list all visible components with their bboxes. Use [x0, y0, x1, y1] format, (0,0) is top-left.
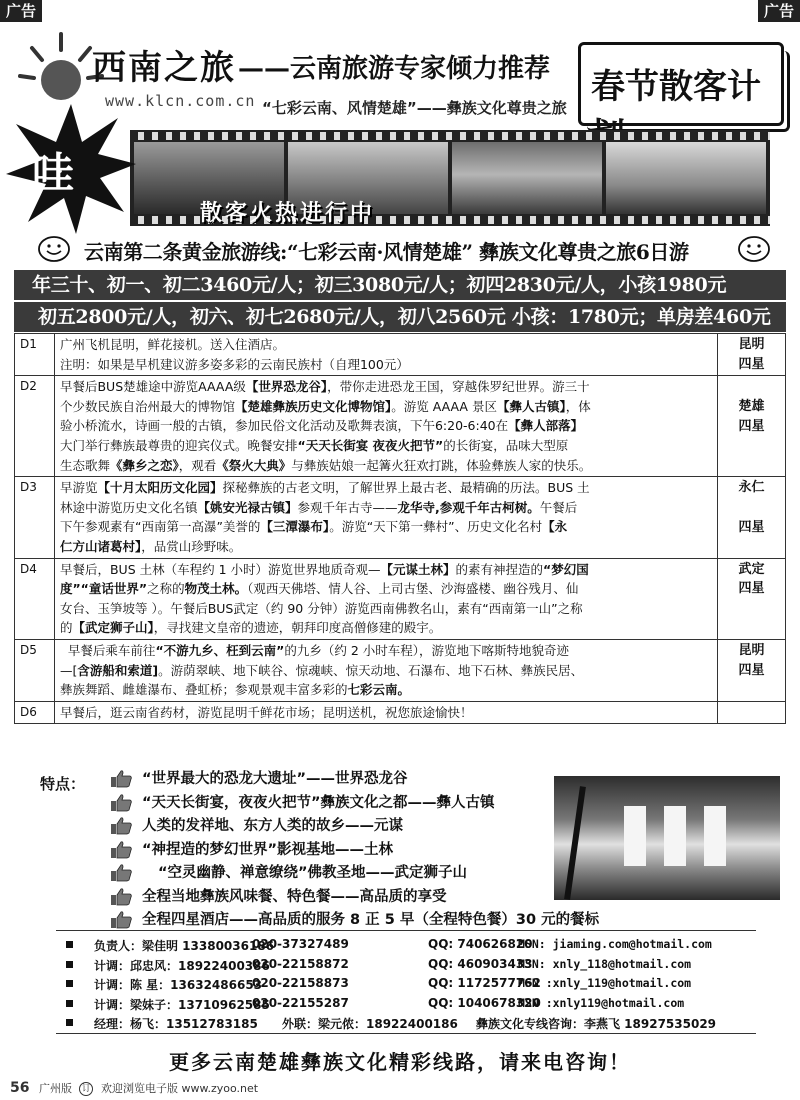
hotel-cell [718, 376, 786, 477]
desc-line: 注明：如果是早机建议游多姿多彩的云南民族村（自理100元） [59, 356, 409, 372]
photo-dinosaurs [606, 142, 766, 214]
hotel-city: 永仁 [738, 480, 765, 496]
edition-label: 广州版 [38, 1082, 72, 1095]
desc-highlight: 含游船和索道] [77, 662, 159, 678]
desc-highlight: 【永 [542, 519, 568, 535]
feature-text: “世界最大的恐龙大遗址”——世界恐龙谷 [142, 771, 408, 787]
desc-text: 验小桥流水，诗画一般的古镇，参加民俗文化活动及歌舞表演，下午6:20-6:40在 [59, 418, 509, 434]
feature-item [110, 909, 600, 931]
desc-highlight: 【姚安光禄古镇】 [197, 499, 298, 515]
spring-festival-title: 春节散客计 [591, 67, 761, 107]
hotel-cell [718, 477, 786, 558]
contact-msn: MSN :xnly_119@hotmail.com [518, 976, 692, 990]
desc-text: 的素有神捏造的 [455, 561, 544, 577]
desc-text: 的九乡（约 2 小时车程），游览地下喀斯特地貌奇迹 [284, 642, 570, 658]
feature-text: 人类的发祥地、东方人类的故乡——元谋 [142, 818, 403, 834]
feature-text: “神捏造的梦幻世界”影视基地——土林 [142, 841, 394, 858]
desc-line: 广州飞机昆明，鲜花接机。送入住酒店。 [59, 337, 285, 352]
day-description [54, 334, 717, 376]
day-description [54, 639, 717, 701]
desc-text: —[ [59, 662, 78, 678]
thumbs-up-icon [110, 864, 132, 882]
hotel-cell [718, 639, 786, 701]
desc-text: 与彝族姑娘一起篝火狂欢打跳，体验彝族人家的快乐。 [291, 457, 592, 473]
thumbs-up-icon [110, 841, 132, 859]
desc-highlight: 《祭火大典》 [216, 457, 292, 473]
itinerary-row-d4 [15, 558, 786, 639]
hotel-city: 楚雄 [738, 399, 765, 415]
waterfall-photo [554, 776, 780, 900]
contact-list [56, 930, 756, 1034]
desc-highlight: “天天长街宴 夜夜火把节” [297, 437, 444, 453]
desc-highlight: 【彝人部落】 [508, 418, 584, 434]
day-description [54, 558, 717, 639]
hotel-cell [718, 558, 786, 639]
header-slogan: “七彩云南、风情楚雄”——彝族文化尊贵之旅 [262, 99, 567, 117]
day-description [54, 477, 717, 558]
feature-text: “天天长街宴，夜夜火把节”彝族文化之都——彝人古镇 [142, 794, 495, 811]
desc-text: ，体 [565, 398, 591, 414]
desc-text: 早餐后乘车前往 [67, 642, 156, 658]
desc-highlight: 七彩云南。 [347, 682, 410, 698]
thumbs-up-icon [110, 817, 132, 835]
wow-text: 哇 [32, 148, 75, 197]
desc-text: 的 [59, 620, 73, 636]
desc-text: 之称的 [147, 581, 185, 597]
thumbs-up-icon [110, 888, 132, 906]
day-label: D4 [15, 558, 55, 639]
footer-link-text: 欢迎浏览电子版 www.zyoo.net [100, 1082, 259, 1095]
bullet-square-icon [66, 961, 73, 968]
subscribe-icon: 订 [79, 1082, 93, 1096]
itinerary-row-d1 [15, 334, 786, 376]
itinerary-row-d5 [15, 639, 786, 701]
smiley-icon-right [738, 236, 770, 262]
contact-msn: MSN: jiaming.com@hotmail.com [518, 937, 712, 951]
desc-highlight: 【武定狮子山】 [72, 620, 154, 636]
desc-line: 早餐后，逛云南省药材，游览昆明千鲜花市场；昆明送机，祝您旅途愉快！ [59, 704, 473, 720]
bullet-square-icon [66, 980, 73, 987]
day-label: D5 [15, 639, 55, 701]
film-holes-top [130, 132, 770, 140]
price-line-1: 年三十、初一、初二3460元/人；初三3080元/人；初四2830元/人，小孩1980元 [14, 270, 786, 300]
desc-highlight: 【三潭瀑布】 [260, 519, 330, 535]
desc-text: ，观看 [178, 457, 217, 473]
thumbs-up-icon [110, 911, 132, 929]
desc-highlight: 【彝人古镇】 [496, 398, 566, 414]
day-description [54, 376, 717, 477]
contact-msn: MSN: xnly_118@hotmail.com [518, 956, 692, 971]
desc-text: 。游览“天下第一彝村”、历史文化名村 [329, 519, 543, 535]
desc-highlight: 仁方山诸葛村】 [59, 538, 142, 554]
contact-name-mobile: 负责人：梁佳明 13380036186 [94, 939, 275, 953]
hotel-level: 四星 [738, 662, 765, 678]
contact-phone: 020-22158872 [252, 956, 349, 971]
page-number: 56 [10, 1080, 30, 1096]
features-list [110, 768, 600, 933]
hotel-cell [718, 701, 786, 724]
hotel-cell [718, 334, 786, 376]
contact-qq: QQ: 740626820 [428, 937, 533, 951]
hotel-spacer [723, 498, 780, 518]
day-description [54, 701, 717, 724]
desc-text: 彝族舞蹈、雌雄瀑布、叠虹桥；参观景观丰富多彩的 [59, 682, 348, 698]
hotel-city: 昆明 [738, 642, 765, 658]
desc-text: ，品赏山珍野味。 [141, 538, 242, 554]
day-label: D6 [15, 701, 55, 724]
day-label: D3 [15, 477, 55, 558]
features-label: 特点： [40, 775, 86, 793]
desc-highlight: “梦幻国 [543, 561, 589, 577]
feature-item [110, 839, 550, 861]
ad-label-right: 广告 [758, 0, 800, 22]
bullet-square-icon [66, 941, 73, 948]
itinerary-row-d6 [15, 701, 786, 724]
palm-trunk [564, 786, 586, 900]
ad-label-left: 广告 [0, 0, 42, 22]
waterfall-stream [704, 806, 726, 866]
thumbs-up-icon [110, 794, 132, 812]
feature-item [110, 886, 550, 908]
bottom-banner: 更多云南楚雄彝族文化精彩线路，请来电咨询！ [169, 1050, 631, 1074]
spring-festival-box [578, 42, 784, 126]
feature-item [110, 768, 550, 790]
desc-highlight: 【十月太阳历文化园】 [97, 480, 223, 496]
brand-name: 西南之旅 [92, 48, 236, 88]
contact-phone: 020-22155287 [252, 995, 349, 1010]
contact-outreach: 外联：梁元侬：18922400186 [282, 1017, 458, 1031]
desc-text: 个少数民族自治州最大的博物馆 [59, 398, 235, 414]
desc-highlight: 【世界恐龙谷】 [245, 379, 328, 395]
desc-text: 的长街宴，品味大型原 [443, 437, 569, 453]
contact-yi-consult: 彝族文化专线咨询：李燕飞 18927535029 [476, 1017, 717, 1031]
route-title: 云南第二条黄金旅游线:“七彩云南·风情楚雄” 彝族文化尊贵之旅6日游 [84, 240, 689, 264]
contact-phone: 020-22158873 [252, 976, 349, 990]
hot-sale-text: 散客火热进行中 [200, 200, 376, 226]
hotel-spacer [723, 377, 780, 397]
hotel-level: 四星 [738, 519, 765, 535]
hotel-city: 武定 [738, 561, 765, 577]
hotel-level: 四星 [738, 581, 765, 597]
desc-highlight: “不游九乡、枉到云南” [155, 642, 285, 658]
desc-highlight: 度”“童话世界” [59, 581, 148, 597]
waterfall-stream [624, 806, 646, 866]
contact-phone: 020-37327489 [252, 937, 349, 951]
itinerary-table [14, 333, 786, 724]
desc-text: 女台、玉笋坡等 ）。午餐后BUS武定（约 90 分钟）游览西南佛教名山，素有“西南第一山”之称 [59, 600, 583, 616]
desc-text: 林途中游览历史文化名镇 [59, 499, 198, 515]
desc-text: 午餐后 [539, 499, 578, 515]
hotel-level: 四星 [738, 356, 765, 372]
page-footer [10, 1080, 258, 1096]
itinerary-row-d3 [15, 477, 786, 558]
contact-qq: QQ: 1040678320 [428, 995, 541, 1010]
desc-text: 生态歌舞 [59, 457, 110, 473]
feature-item [110, 862, 550, 884]
smiley-icon-left [38, 236, 70, 262]
contact-msn: MSN :xnly119@hotmail.com [518, 995, 685, 1010]
desc-text: 参观千年古寺—— [297, 499, 398, 515]
desc-text: 早餐后，BUS 土林（车程约 1 小时）游览世界地质奇观— [59, 561, 381, 577]
website-url: www.klcn.com.cn [105, 92, 256, 110]
contact-name-mobile: 计调：邱忠风：18922400386 [94, 958, 270, 973]
desc-highlight: 龙华寺,参观千年古柯树。 [397, 499, 540, 515]
desc-text: 早游览 [59, 480, 98, 496]
feature-text: 全程四星酒店——高品质的服务 8 正 5 早（全程特色餐）30 元的餐标 [142, 912, 600, 928]
desc-text: ，带你走进恐龙王国，穿越侏罗纪世界。游三十 [327, 379, 590, 395]
contact-manager: 经理：杨飞：13512783185 [94, 1017, 258, 1031]
feature-text: “空灵幽静、禅意缭绕”佛教圣地——武定狮子山 [158, 865, 468, 881]
brand-tagline: ——云南旅游专家倾力推荐 [238, 54, 551, 84]
desc-text: 。游荫翠峡、地下峡谷、惊魂峡、惊天动地、石瀑布、地下石林、彝族民居、 [158, 662, 584, 678]
hotel-city: 昆明 [738, 337, 765, 352]
feature-text: 全程当地彝族风味餐、特色餐——高品质的享受 [142, 888, 447, 905]
bullet-square-icon [66, 1019, 73, 1026]
bullet-square-icon [66, 1000, 73, 1007]
desc-text: 下午参观素有“西南第一高瀑”美誉的 [59, 519, 261, 535]
feature-item [110, 815, 550, 837]
desc-text: 。游览 AAAA 景区 [391, 398, 497, 414]
desc-text: ，寻找建文皇帝的遗迹，朝拜印度高僧修建的殿宇。 [153, 620, 442, 636]
photo-stone-forest [452, 142, 602, 214]
contact-qq: QQ: 460903433 [428, 956, 533, 971]
itinerary-row-d2 [15, 376, 786, 477]
desc-highlight: 【楚雄彝族历史文化博物馆】 [234, 398, 392, 414]
desc-text: 探秘彝族的古老文明，了解世界上最古老、最精确的历法。BUS 土 [222, 480, 590, 496]
contact-qq: QQ: 1172577762 [428, 976, 541, 990]
desc-highlight: 《彝乡之恋》 [109, 457, 179, 473]
thumbs-up-icon [110, 770, 132, 788]
desc-text: 大门举行彝族最尊贵的迎宾仪式。晚餐安排 [59, 437, 298, 453]
desc-highlight: 【元谋土林】 [380, 561, 456, 577]
desc-highlight: 物茂土林。 [184, 581, 248, 597]
desc-text: （观西天佛塔、情人谷、上司古堡、沙海盛楼、幽谷残月、仙 [247, 581, 579, 597]
day-label: D2 [15, 376, 55, 477]
contact-name-mobile: 计调：梁妹子：13710962585 [94, 997, 270, 1012]
waterfall-stream [664, 806, 686, 866]
contact-name-mobile: 计调：陈 星：13632486653 [94, 978, 263, 992]
feature-item [110, 792, 550, 814]
day-label: D1 [15, 334, 55, 376]
desc-text: 早餐后BUS楚雄途中游览AAAA级 [59, 379, 246, 395]
hotel-level: 四星 [738, 418, 765, 434]
price-line-2: 初五2800元/人，初六、初七2680元/人，初八2560元 小孩：1780元；单房差460元 [14, 302, 786, 332]
